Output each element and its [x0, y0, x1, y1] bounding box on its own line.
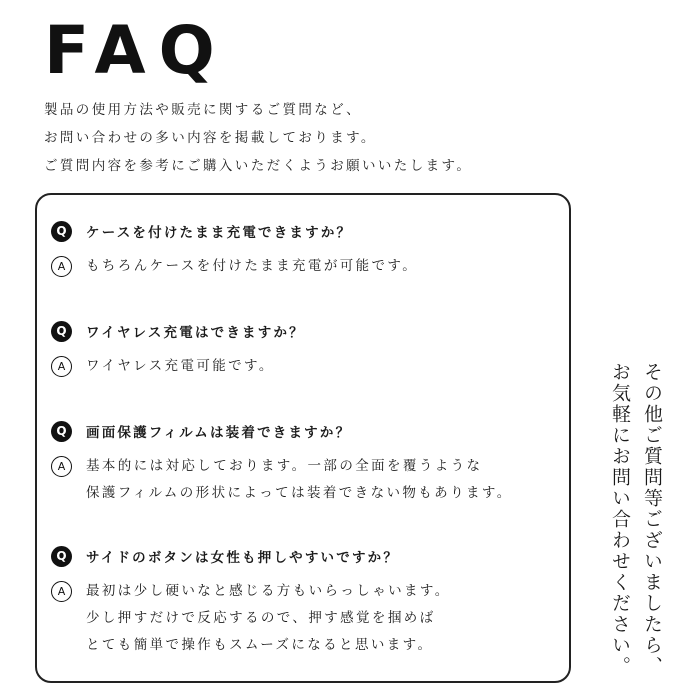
faq-answer-line: とても簡単で操作もスムーズになると思います。 [86, 637, 434, 653]
intro-line: お問い合わせの多い内容を掲載しております。 [44, 130, 377, 146]
question-badge-icon: Q [51, 221, 72, 242]
faq-question: サイドのボタンは女性も押しやすいですか？ [86, 550, 400, 566]
faq-answer [86, 453, 513, 507]
faq-answer-line: もちろんケースを付けたまま充電が可能です。 [86, 258, 419, 274]
answer-badge-icon: A [51, 581, 72, 602]
faq-answer [86, 578, 451, 659]
faq-answer [86, 253, 418, 280]
faq-item [51, 217, 571, 280]
answer-badge-icon: A [51, 456, 72, 477]
faq-answer-line: 基本的には対応しております。一部の全面を覆うような [86, 458, 483, 474]
faq-answer [86, 353, 275, 380]
question-badge-icon: Q [51, 421, 72, 442]
faq-question: ケースを付けたまま充電できますか？ [86, 225, 353, 241]
answer-badge-icon: A [51, 256, 72, 277]
faq-item [51, 417, 571, 507]
faq-question: ワイヤレス充電はできますか？ [86, 325, 305, 341]
intro-line: ご質問内容を参考にご購入いただくようお願いいたします。 [44, 158, 473, 174]
question-badge-icon: Q [51, 546, 72, 567]
faq-answer-line: 最初は少し硬いなと感じる方もいらっしゃいます。 [86, 583, 451, 599]
intro-line: 製品の使用方法や販売に関するご質問など、 [44, 102, 362, 118]
faq-answer-line: 保護フィルムの形状によっては装着できない物もあります。 [86, 485, 513, 501]
page-title: FAQ [44, 12, 228, 89]
faq-question: 画面保護フィルムは装着できますか？ [86, 425, 352, 441]
answer-badge-icon: A [51, 356, 72, 377]
faq-item [51, 317, 571, 380]
faq-item [51, 542, 571, 659]
contact-note-line: その他ご質問等ございましたら、 [641, 362, 663, 677]
question-badge-icon: Q [51, 321, 72, 342]
contact-note-line: お気軽にお問い合わせください。 [609, 362, 631, 677]
faq-answer-line: 少し押すだけで反応するので、押す感覚を掴めば [86, 610, 436, 626]
faq-answer-line: ワイヤレス充電可能です。 [86, 358, 275, 374]
intro-text [44, 96, 604, 180]
faq-panel [35, 193, 571, 683]
